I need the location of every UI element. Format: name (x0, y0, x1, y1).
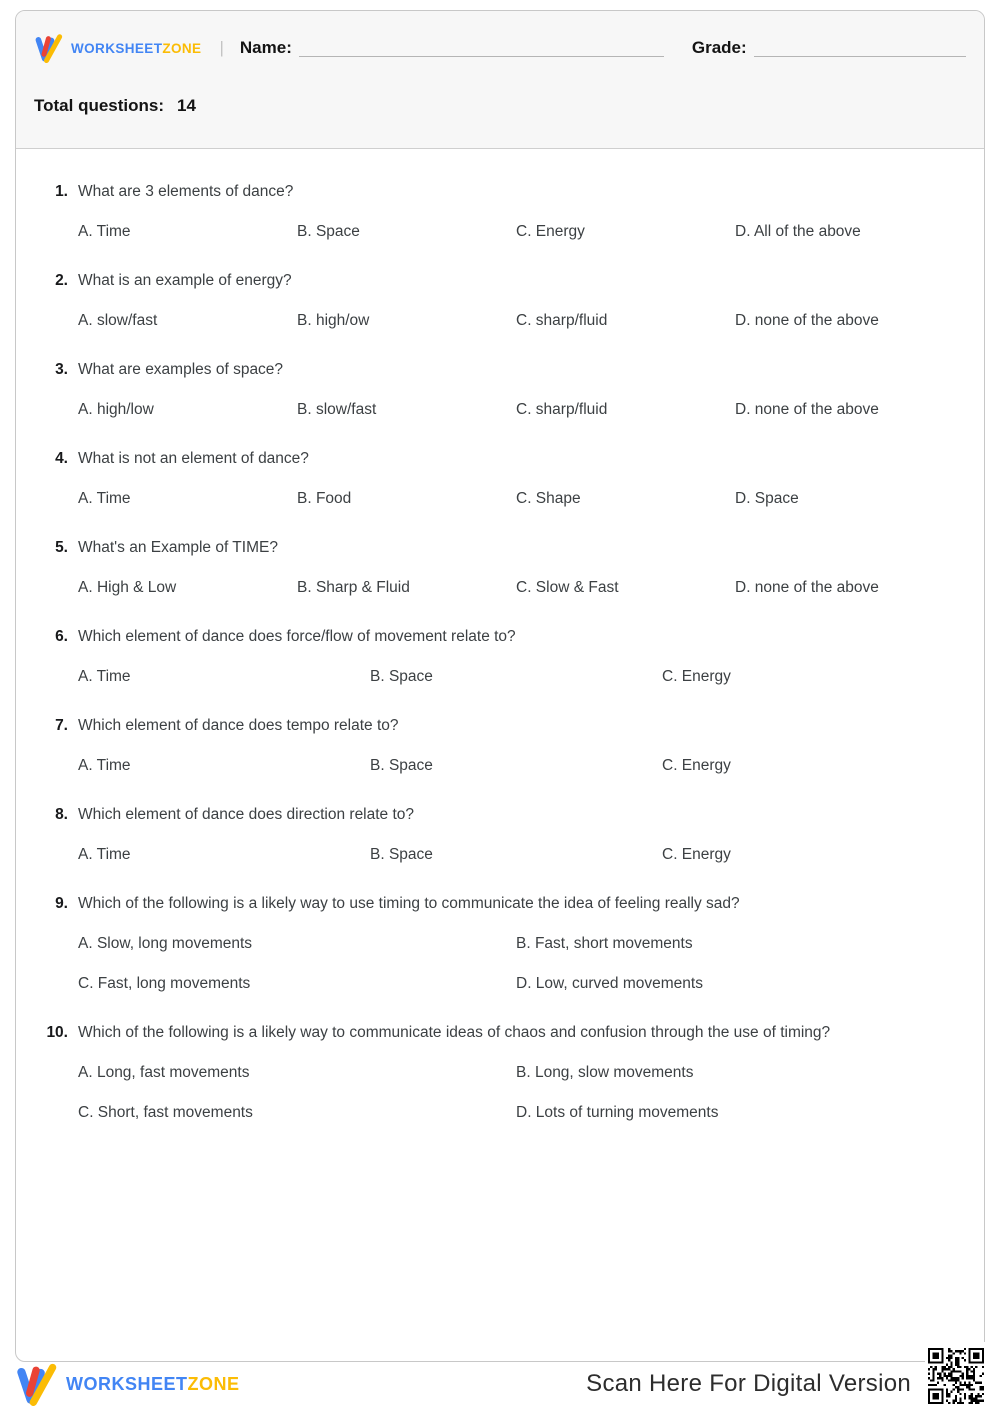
question-options (78, 1063, 954, 1122)
question-text: Which of the following is a likely way to use timing to communicate the idea of feeling really sad? (78, 895, 740, 912)
option: A. slow/fast (78, 312, 158, 329)
brand-worksheet-label: WORKSHEET (71, 40, 163, 56)
worksheet-sheet (15, 10, 985, 1362)
qr-code-icon (928, 1348, 984, 1404)
question-options (78, 400, 954, 419)
brand-text (66, 1374, 240, 1395)
option: D. none of the above (735, 401, 879, 418)
option: B. Space (297, 223, 360, 240)
qr-code (925, 1342, 987, 1410)
question-text: Which element of dance does tempo relate to? (78, 717, 399, 734)
question-text: What is an example of energy? (78, 272, 292, 289)
questions-list (16, 149, 984, 1122)
question (32, 182, 954, 241)
brand-zone-label: ZONE (162, 40, 202, 56)
question-row (32, 271, 954, 290)
option: C. Shape (516, 490, 581, 507)
option: B. Fast, short movements (516, 935, 693, 952)
question-text: Which element of dance does force/flow of movement relate to? (78, 628, 516, 645)
worksheetzone-logo-icon (34, 33, 64, 63)
header-separator: | (219, 38, 224, 57)
question-number: 3. (55, 361, 68, 378)
option: A. high/low (78, 401, 154, 418)
question-number: 5. (55, 539, 68, 556)
question-options (78, 667, 954, 686)
worksheetzone-brand (34, 33, 201, 63)
question-row (32, 449, 954, 468)
question (32, 1023, 954, 1122)
option: B. slow/fast (297, 401, 377, 418)
option: A. Time (78, 490, 131, 507)
question-text: Which of the following is a likely way to communicate ideas of chaos and confusion through the use of timing? (78, 1024, 831, 1041)
question-row (32, 805, 954, 824)
question-row (32, 538, 954, 557)
option: A. Time (78, 668, 131, 685)
grade-fill-line (754, 56, 966, 57)
option: A. Time (78, 846, 131, 863)
question-row (32, 1023, 954, 1042)
worksheetzone-logo-icon (15, 1362, 59, 1406)
question-text: Which element of dance does direction relate to? (78, 806, 415, 823)
question-row (32, 716, 954, 735)
question-text: What's an Example of TIME? (78, 539, 278, 556)
question-number: 1. (55, 183, 68, 200)
total-questions-row (34, 96, 966, 116)
question-options (78, 845, 954, 864)
question (32, 805, 954, 864)
question-number: 2. (55, 272, 68, 289)
option: C. Energy (516, 223, 585, 240)
question-text: What is not an element of dance? (78, 450, 309, 467)
name-label: Name: (239, 38, 292, 57)
option: D. none of the above (735, 579, 879, 596)
question-number: 4. (55, 450, 68, 467)
question-number: 8. (55, 806, 68, 823)
grade-label: Grade: (691, 38, 747, 57)
option: B. Sharp & Fluid (297, 579, 410, 596)
option: C. Energy (662, 846, 731, 863)
sheet-header (16, 11, 984, 149)
question-options (78, 311, 954, 330)
option: C. sharp/fluid (516, 312, 608, 329)
option: B. Space (370, 668, 433, 685)
option: D. Low, curved movements (516, 975, 703, 992)
question-row (32, 894, 954, 913)
question (32, 716, 954, 775)
header-row (34, 31, 966, 65)
total-questions-label: Total questions: (34, 96, 165, 115)
option: D. none of the above (735, 312, 879, 329)
brand-zone-label: ZONE (187, 1373, 240, 1394)
option: D. Space (735, 490, 799, 507)
question-options (78, 489, 954, 508)
question (32, 449, 954, 508)
scan-here-text: Scan Here For Digital Version (586, 1370, 911, 1397)
option: C. Energy (662, 668, 731, 685)
option: A. Time (78, 223, 131, 240)
brand-worksheet-label: WORKSHEET (66, 1373, 188, 1394)
option: A. Long, fast movements (78, 1064, 250, 1081)
question (32, 894, 954, 993)
option: A. Slow, long movements (78, 935, 253, 952)
option: B. Space (370, 846, 433, 863)
option: B. Long, slow movements (516, 1064, 694, 1081)
footer-brand (15, 1362, 240, 1406)
option: A. High & Low (78, 579, 177, 596)
option: B. Space (370, 757, 433, 774)
option: D. All of the above (735, 223, 861, 240)
option: C. sharp/fluid (516, 401, 608, 418)
question-row (32, 182, 954, 201)
option: B. high/ow (297, 312, 370, 329)
question-text: What are 3 elements of dance? (78, 183, 294, 200)
question-number: 7. (55, 717, 68, 734)
question-number: 10. (46, 1024, 68, 1041)
total-questions-value: 14 (177, 96, 196, 115)
option: C. Fast, long movements (78, 975, 251, 992)
question-options (78, 578, 954, 597)
question-row (32, 360, 954, 379)
name-fill-line (299, 56, 664, 57)
question (32, 271, 954, 330)
question (32, 627, 954, 686)
question-number: 6. (55, 628, 68, 645)
option: C. Energy (662, 757, 731, 774)
question-row (32, 627, 954, 646)
question-text: What are examples of space? (78, 361, 284, 378)
option: D. Lots of turning movements (516, 1104, 719, 1121)
question (32, 360, 954, 419)
question-options (78, 756, 954, 775)
question (32, 538, 954, 597)
question-options (78, 934, 954, 993)
question-options (78, 222, 954, 241)
page-footer (15, 1360, 985, 1408)
question-number: 9. (55, 895, 68, 912)
option: A. Time (78, 757, 131, 774)
option: C. Slow & Fast (516, 579, 619, 596)
option: C. Short, fast movements (78, 1104, 253, 1121)
brand-text (71, 41, 201, 56)
option: B. Food (297, 490, 352, 507)
